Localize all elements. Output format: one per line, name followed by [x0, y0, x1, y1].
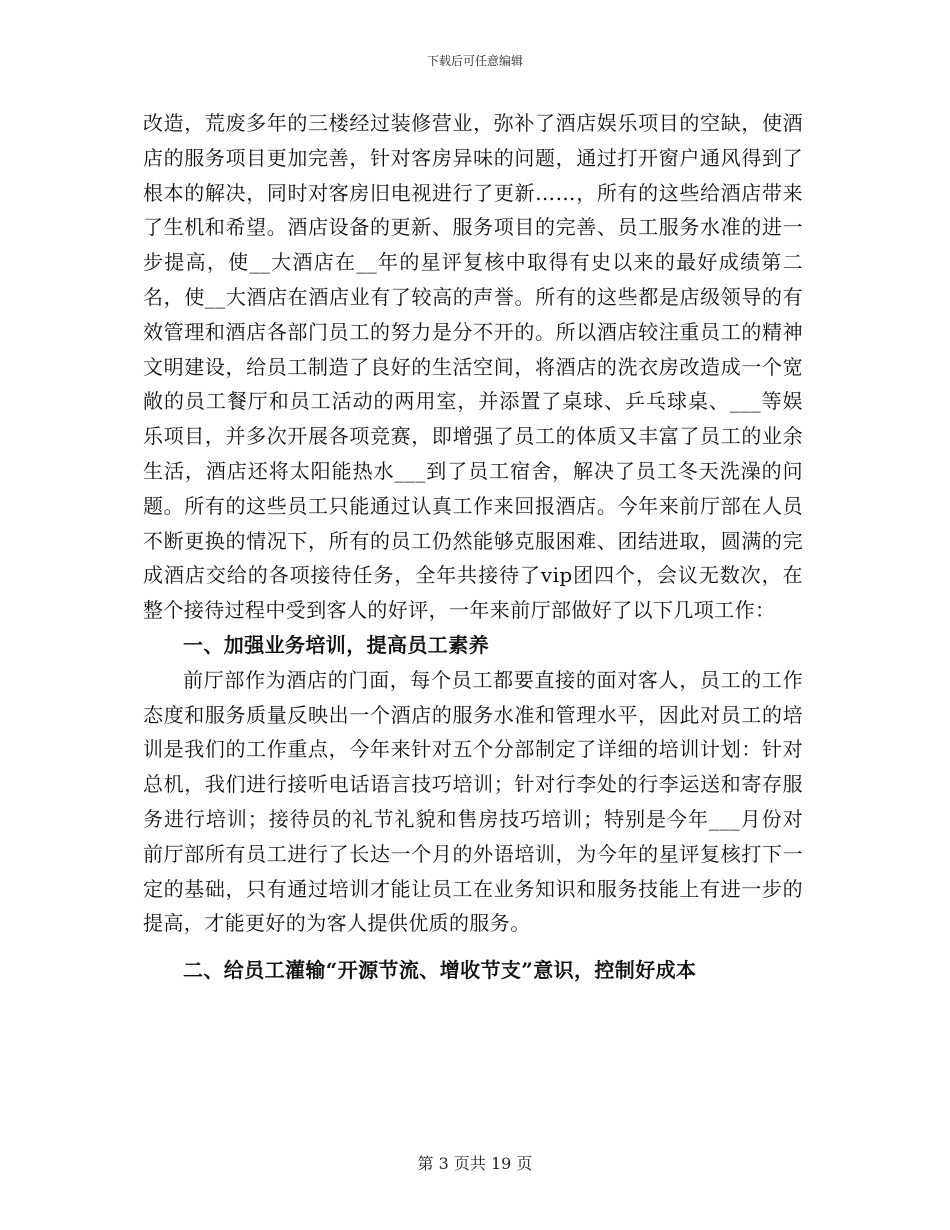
section-heading-2: 二、给员工灌输“开源节流、增收节支”意识，控制好成本 [183, 958, 697, 983]
document-body [143, 106, 803, 988]
section-heading-1: 一、加强业务培训，提高员工素养 [183, 632, 489, 657]
page-number: 第 3 页共 19 页 [417, 1154, 533, 1173]
page-header: 下载后可任意编辑 [426, 54, 523, 68]
paragraph-training: 前厅部作为酒店的门面，每个员工都要直接的面对客人，员工的工作态度和服务质量反映出一个酒店的服务水准和管理水平，因此对员工的培训是我们的工作重点，今年来针对五个分部制定了详细的培训计划：针对总机，我们进行接听电话语言技巧培训；针对行李处的行李运送和寄存服务进行培训；接待员的礼节礼貌和售房技巧培训；特别是今年___月份对前厅部所有员工进行了长达一个月的外语培训，为今年的星评复核打下一定的基础，只有通过培训才能让员工在业务知识和服务技能上有进一步的提高，才能更好的为客人提供优质的服务。 [143, 667, 803, 936]
paragraph-intro: 改造，荒废多年的三楼经过装修营业，弥补了酒店娱乐项目的空缺，使酒店的服务项目更加完善，针对客房异味的问题，通过打开窗户通风得到了根本的解决，同时对客房旧电视进行了更新……，所有的这些给酒店带来了生机和希望。酒店设备的更新、服务项目的完善、员工服务水准的进一步提高，使__大酒店在__年的星评复核中取得有史以来的最好成绩第二名，使__大酒店在酒店业有了较高的声誉。所有的这些都是店级领导的有效管理和酒店各部门员工的努力是分不开的。所以酒店较注重员工的精神文明建设，给员工制造了良好的生活空间，将酒店的洗衣房改造成一个宽敞的员工餐厅和员工活动的两用室，并添置了桌球、乒乓球桌、___等娱乐项目，并多次开展各项竞赛，即增强了员工的体质又丰富了员工的业余生活，酒店还将太阳能热水___到了员工宿舍，解决了员工冬天洗澡的问题。所有的这些员工只能通过认真工作来回报酒店。今年来前厅部在人员不断更换的情况下，所有的员工仍然能够克服困难、团结进取，圆满的完成酒店交给的各项接待任务，全年共接待了vip团四个，会议无数次，在整个接待过程中受到客人的好评，一年来前厅部做好了以下几项工作： [143, 111, 803, 623]
